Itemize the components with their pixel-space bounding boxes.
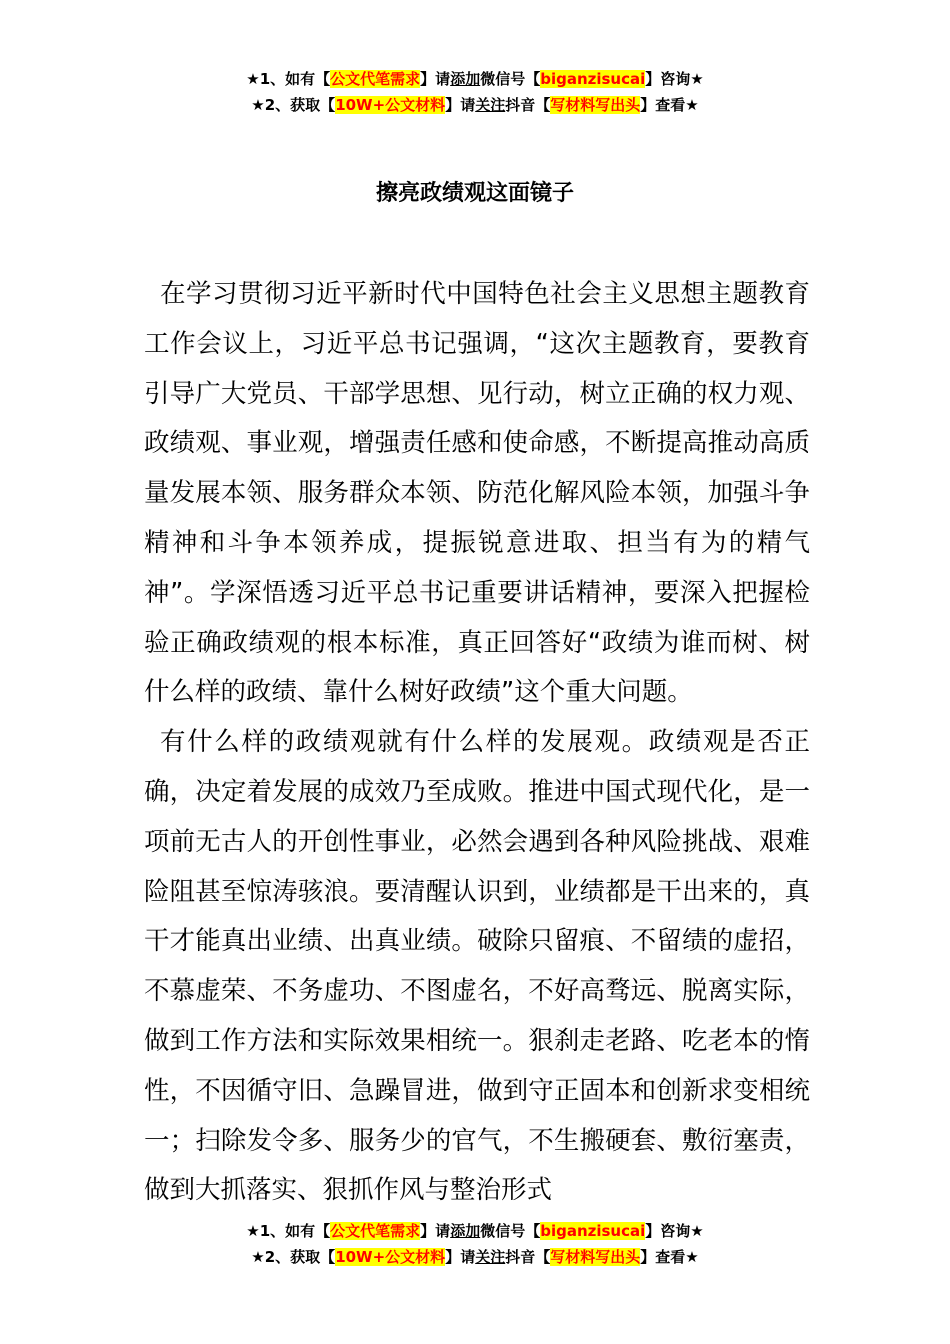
- banner-text: 】咨询★: [645, 70, 704, 88]
- banner-text: 】请: [445, 96, 476, 114]
- banner-text: 微信号【: [480, 70, 541, 88]
- banner-highlight: 公文代笔需求: [330, 1222, 421, 1240]
- banner-highlight: 公文代笔需求: [330, 70, 421, 88]
- banner-highlight: biganzisucai: [540, 1222, 646, 1240]
- banner-line-1: [0, 66, 950, 92]
- paragraph: 有什么样的政绩观就有什么样的发展观。政绩观是否正确，决定着发展的成效乃至成败。推进中国式现代化，是一项前无古人的开创性事业，必然会遇到各种风险挑战、艰难险阻甚至惊涛骇浪。要清醒认识到，业绩都是干出来的，真干才能真出业绩、出真业绩。破除只留痕、不留绩的虚招，不慕虚荣、不务虚功、不图虚名，不好高骛远、脱离实际，做到工作方法和实际效果相统一。狠刹走老路、吃老本的惰性，不因循守旧、急躁冒进，做到守正固本和创新求变相统一；扫除发令多、服务少的官气，不生搬硬套、敷衍塞责，做到大抓落实、狠抓作风与整治形式: [144, 727, 810, 1206]
- banner-text: ★2、获取【: [251, 1248, 336, 1266]
- banner-text: 抖音【: [505, 96, 551, 114]
- banner-line-1: [0, 1218, 950, 1244]
- banner-text: 】查看★: [640, 96, 699, 114]
- paragraph: 在学习贯彻习近平新时代中国特色社会主义思想主题教育工作会议上，习近平总书记强调，“这次主题教育，要教育引导广大党员、干部学思想、见行动，树立正确的权力观、政绩观、事业观，增强责任感和使命感，不断提高推动高质量发展本领、服务群众本领、防范化解风险本领，加强斗争精神和斗争本领养成，提振锐意进取、担当有为的精气神”。学深悟透习近平总书记重要讲话精神，要深入把握检验正确政绩观的根本标准，真正回答好“政绩为谁而树、树什么样的政绩、靠什么树好政绩”这个重大问题。: [144, 279, 810, 708]
- banner-underline: 关注: [475, 96, 506, 114]
- banner-text: 】请: [445, 1248, 476, 1266]
- banner-highlight: 写材料写出头: [550, 96, 641, 114]
- banner-highlight: 写材料写出头: [550, 1248, 641, 1266]
- footer-banner: [0, 1218, 950, 1270]
- banner-highlight: biganzisucai: [540, 70, 646, 88]
- header-banner: [0, 66, 950, 118]
- banner-text: 】请: [420, 1222, 451, 1240]
- banner-text: 】查看★: [640, 1248, 699, 1266]
- banner-highlight: 10W+公文材料: [335, 96, 446, 114]
- banner-highlight: 10W+公文材料: [335, 1248, 446, 1266]
- banner-line-2: [0, 92, 950, 118]
- banner-text: 】咨询★: [645, 1222, 704, 1240]
- document-title: 擦亮政绩观这面镜子: [375, 181, 574, 206]
- document-body: [144, 270, 810, 1216]
- banner-text: 抖音【: [505, 1248, 551, 1266]
- banner-text: ★2、获取【: [251, 96, 336, 114]
- banner-underline: 添加: [450, 70, 481, 88]
- banner-text: 】请: [420, 70, 451, 88]
- banner-line-2: [0, 1244, 950, 1270]
- banner-text: ★1、如有【: [246, 70, 331, 88]
- banner-text: 微信号【: [480, 1222, 541, 1240]
- banner-text: ★1、如有【: [246, 1222, 331, 1240]
- banner-underline: 添加: [450, 1222, 481, 1240]
- banner-underline: 关注: [475, 1248, 506, 1266]
